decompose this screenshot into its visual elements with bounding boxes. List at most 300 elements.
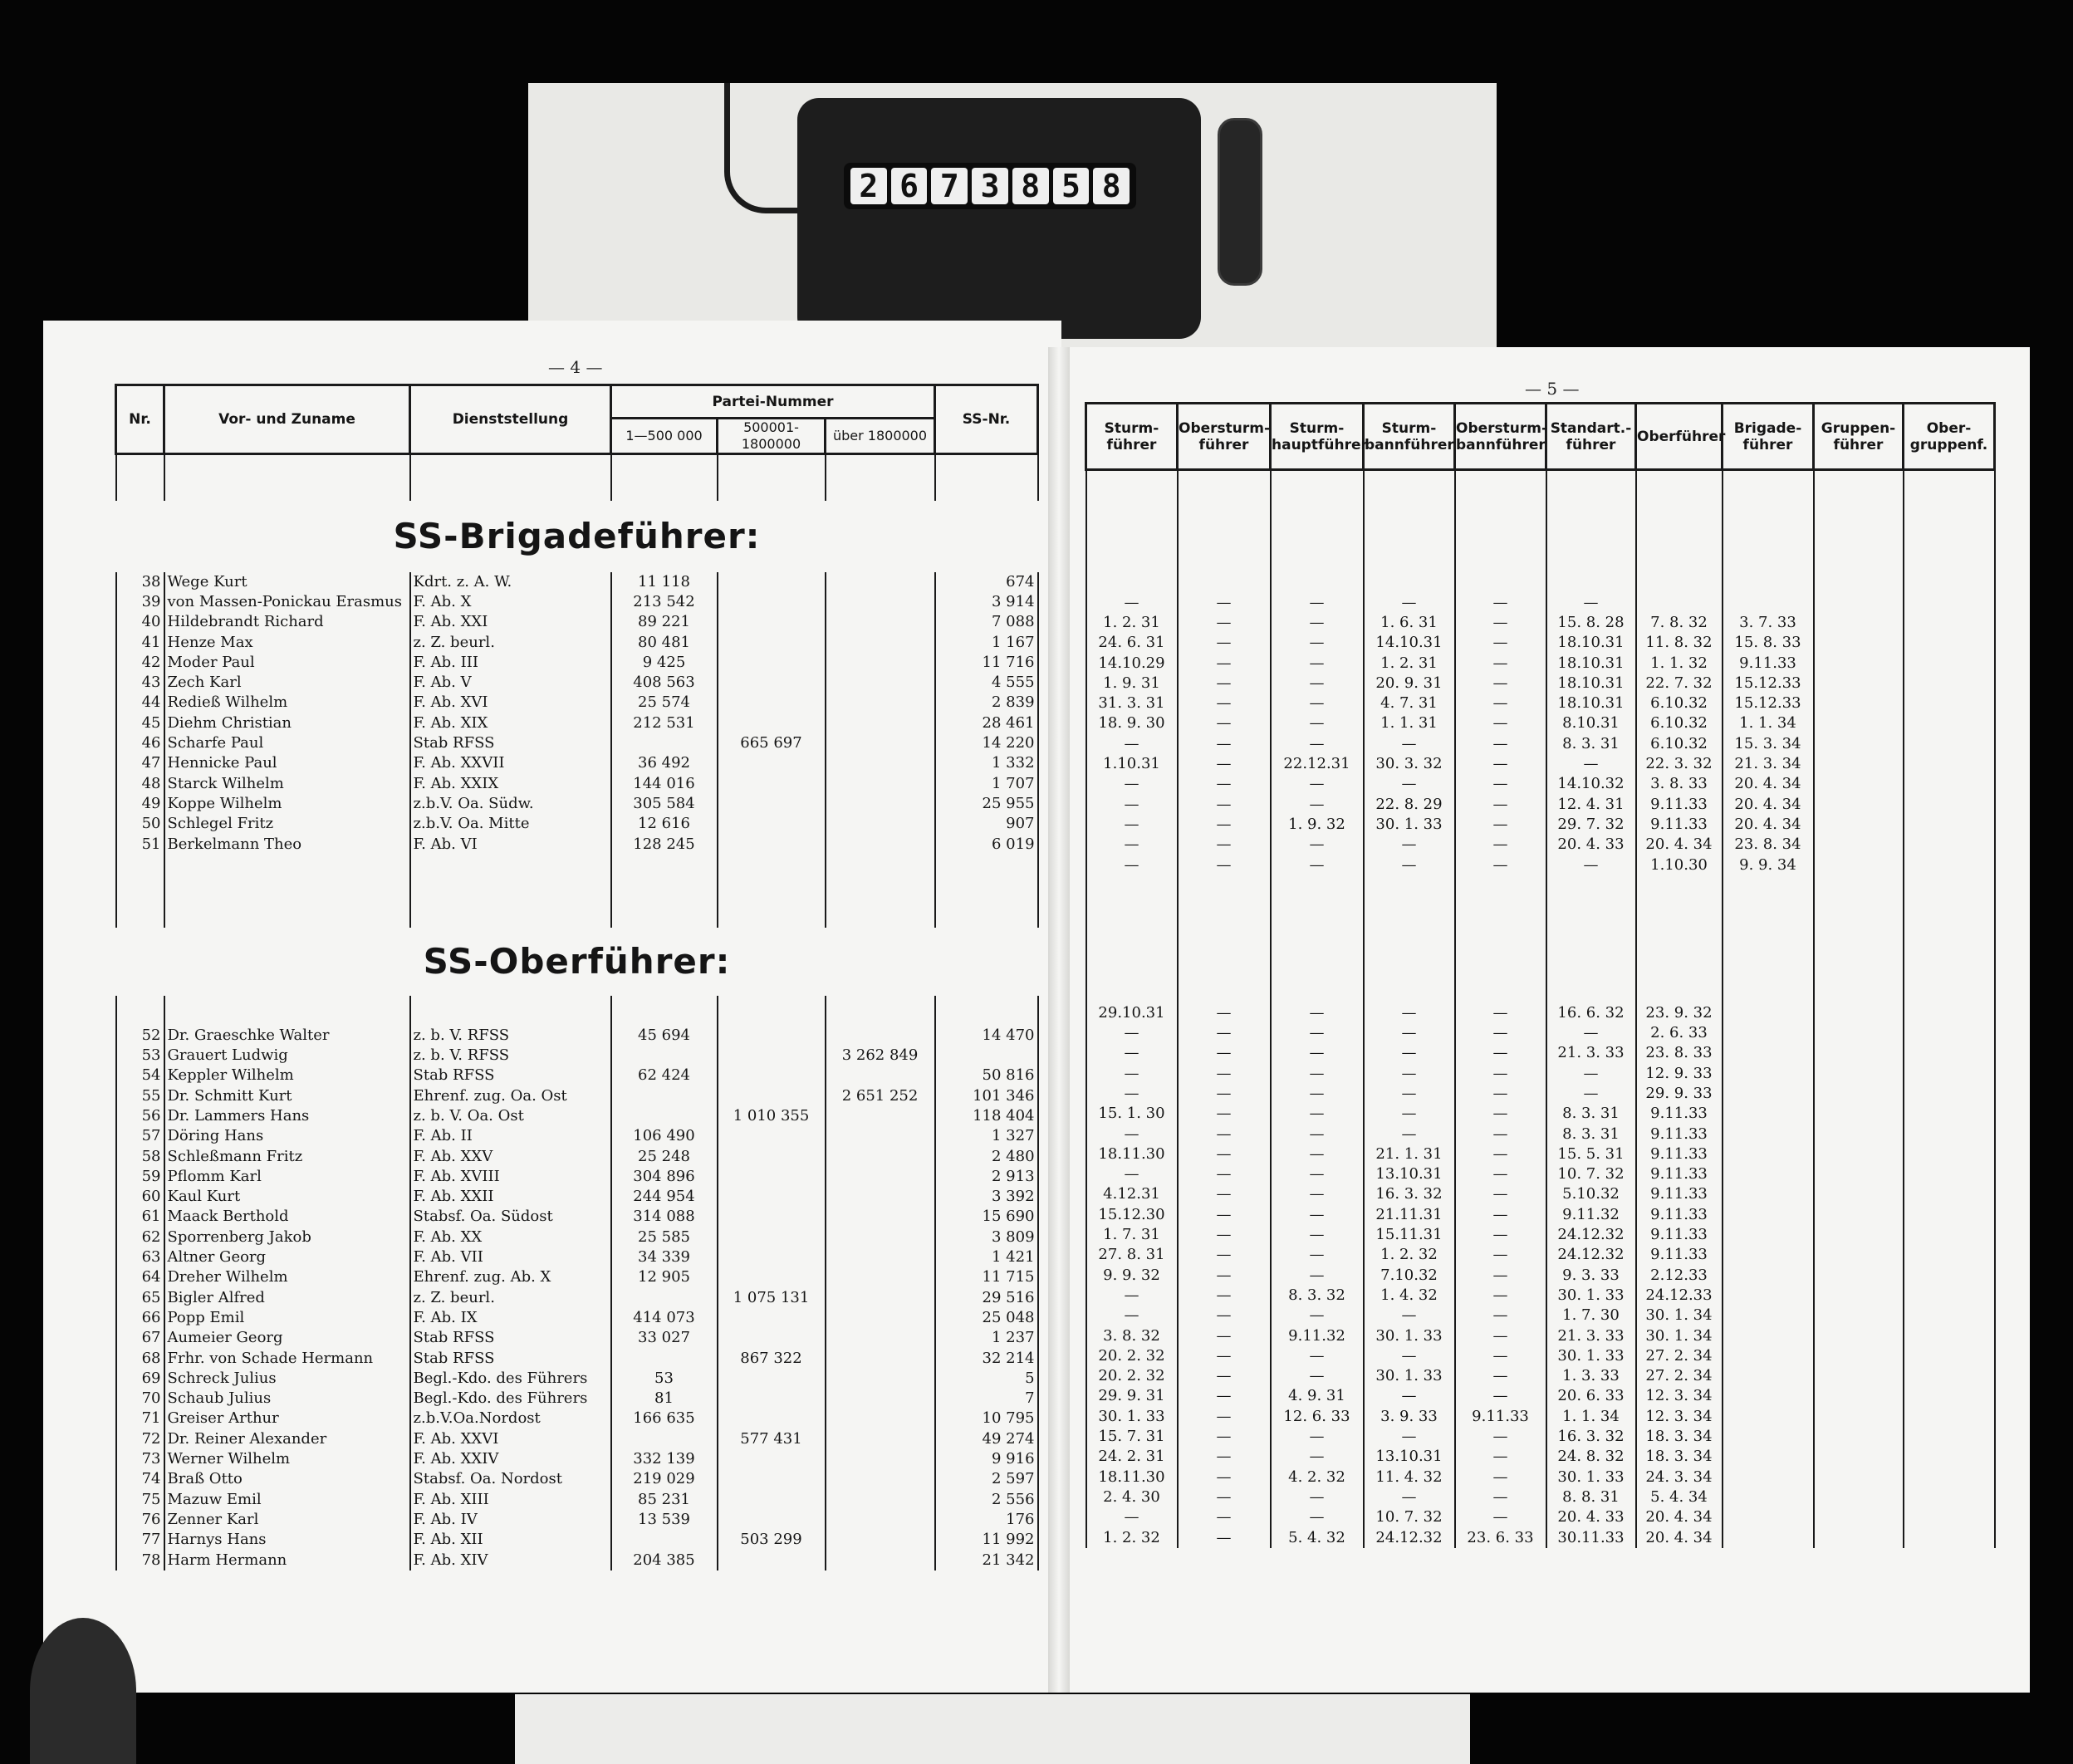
promotion-date: [1723, 1124, 1814, 1144]
promotion-date: [1814, 1266, 1904, 1286]
promotion-date: [1814, 774, 1904, 794]
promotion-date: [1814, 1043, 1904, 1063]
promotion-date: [1723, 1266, 1814, 1286]
person-name: Braß Otto: [164, 1469, 410, 1489]
promotion-date: —: [1546, 1023, 1636, 1043]
person-name: Hildebrandt Richard: [164, 612, 410, 632]
promotion-date: —: [1178, 1064, 1271, 1084]
person-name: Mazuw Emil: [164, 1489, 410, 1509]
duty-position: z. b. V. Oa. Ost: [410, 1106, 611, 1126]
register-row: [116, 1469, 1038, 1489]
party-number-3: [826, 1469, 935, 1489]
person-name: Moder Paul: [164, 653, 410, 673]
promotion-date: —: [1271, 1084, 1364, 1104]
register-row: [116, 1046, 1038, 1066]
promotion-date: [1723, 1306, 1814, 1325]
duty-position: F. Ab. XXVII: [410, 753, 611, 773]
party-number-1: 89 221: [611, 612, 718, 632]
promotion-date: 27. 8. 31: [1086, 1245, 1178, 1265]
promotion-date: —: [1455, 713, 1546, 733]
duty-position: F. Ab. VII: [410, 1247, 611, 1267]
promotion-row: [1086, 1023, 1995, 1043]
promotion-row: [1086, 794, 1995, 814]
promotion-row: [1086, 1286, 1995, 1306]
col-header-name: Vor- und Zuname: [164, 385, 410, 454]
promotion-date: [1904, 794, 1995, 814]
promotion-date: 30. 1. 33: [1364, 1325, 1455, 1345]
right-page-number: — 5 —: [1525, 379, 1580, 399]
row-number: 55: [116, 1086, 164, 1106]
ss-number: 25 955: [935, 794, 1038, 814]
party-number-2: [718, 673, 826, 693]
person-name: Greiser Arthur: [164, 1409, 410, 1428]
promotion-date: —: [1455, 1164, 1546, 1184]
promotion-date: 3. 7. 33: [1723, 613, 1814, 633]
register-row: [116, 1106, 1038, 1126]
party-number-2: 1 010 355: [718, 1106, 826, 1126]
promotion-date: [1904, 1164, 1995, 1184]
party-number-1: 128 245: [611, 834, 718, 854]
promotion-date: [1904, 1003, 1995, 1023]
register-row: [116, 1510, 1038, 1530]
promotion-date: 6.10.32: [1636, 713, 1723, 733]
promotion-date: —: [1086, 1084, 1178, 1104]
register-row: [116, 1207, 1038, 1227]
promotion-date: —: [1271, 835, 1364, 855]
promotion-date: [1723, 1447, 1814, 1467]
promotion-date: —: [1178, 774, 1271, 794]
promotion-date: —: [1086, 1043, 1178, 1063]
promotion-date: 30. 3. 32: [1364, 754, 1455, 774]
promotion-date: [1814, 1164, 1904, 1184]
promotion-row: [1086, 815, 1995, 835]
promotion-date: 1.10.30: [1636, 855, 1723, 875]
ss-number: 907: [935, 814, 1038, 834]
promotion-date: 20. 4. 34: [1723, 794, 1814, 814]
row-number: 41: [116, 632, 164, 652]
promotion-date: —: [1178, 1245, 1271, 1265]
promotion-date: 30.11.33: [1546, 1527, 1636, 1547]
register-row: [116, 1026, 1038, 1046]
duty-position: Begl.-Kdo. des Führers: [410, 1389, 611, 1409]
promotion-date: —: [1178, 815, 1271, 835]
person-name: Zech Karl: [164, 673, 410, 693]
promotion-row: [1086, 674, 1995, 693]
party-number-2: [718, 1510, 826, 1530]
promotion-date: —: [1086, 1064, 1178, 1084]
promotion-row: [1086, 693, 1995, 713]
promotion-date: [1814, 734, 1904, 754]
promotion-date: —: [1271, 674, 1364, 693]
ss-number: 4 555: [935, 673, 1038, 693]
promotion-row: [1086, 1487, 1995, 1507]
party-number-3: [826, 1026, 935, 1046]
promotion-date: —: [1086, 835, 1178, 855]
promotion-date: [1904, 674, 1995, 693]
promotion-date: 15.11.31: [1364, 1225, 1455, 1245]
promotion-date: 27. 2. 34: [1636, 1346, 1723, 1366]
promotion-date: —: [1455, 1104, 1546, 1124]
promotion-date: [1904, 1386, 1995, 1406]
promotion-date: 21. 3. 33: [1546, 1325, 1636, 1345]
party-number-2: [718, 1066, 826, 1085]
promotion-date: 9. 9. 32: [1086, 1266, 1178, 1286]
promotion-date: —: [1086, 1286, 1178, 1306]
promotion-row: [1086, 1306, 1995, 1325]
promotion-date: —: [1086, 794, 1178, 814]
promotion-date: 1. 4. 32: [1364, 1286, 1455, 1306]
party-number-1: 106 490: [611, 1126, 718, 1146]
row-number: 48: [116, 773, 164, 793]
promotion-date: [1723, 1003, 1814, 1023]
promotion-date: [1814, 1487, 1904, 1507]
ss-number: 1 237: [935, 1328, 1038, 1348]
promotion-date: —: [1455, 794, 1546, 814]
party-number-3: [826, 1146, 935, 1166]
left-page-number: — 4 —: [548, 357, 603, 377]
promotion-date: [1723, 1164, 1814, 1184]
row-number: 62: [116, 1227, 164, 1247]
promotion-date: [1904, 1366, 1995, 1386]
promotion-date: 18.11.30: [1086, 1467, 1178, 1487]
promotion-date: 23. 6. 33: [1455, 1527, 1546, 1547]
promotion-date: [1814, 815, 1904, 835]
promotion-date: 22. 8. 29: [1364, 794, 1455, 814]
ss-number: 2 913: [935, 1167, 1038, 1187]
promotion-date: —: [1455, 653, 1546, 673]
col-header-rank: Gruppen-führer: [1814, 404, 1904, 470]
promotion-date: [1723, 1407, 1814, 1427]
person-name: Maack Berthold: [164, 1207, 410, 1227]
promotion-date: —: [1364, 1124, 1455, 1144]
promotion-date: —: [1364, 593, 1455, 613]
promotion-date: 24.12.32: [1364, 1527, 1455, 1547]
promotion-date: —: [1086, 593, 1178, 613]
promotion-date: 15.12.30: [1086, 1205, 1178, 1225]
promotion-date: —: [1178, 1124, 1271, 1144]
promotion-date: —: [1178, 754, 1271, 774]
promotion-date: [1904, 633, 1995, 653]
promotion-date: [1814, 1467, 1904, 1487]
party-number-2: [718, 1308, 826, 1328]
promotion-date: 1. 9. 31: [1086, 674, 1178, 693]
col-header-rank: Sturm-führer: [1086, 404, 1178, 470]
promotion-date: —: [1086, 1306, 1178, 1325]
promotion-date: —: [1086, 734, 1178, 754]
promotion-date: —: [1178, 713, 1271, 733]
promotion-row: [1086, 835, 1995, 855]
register-row: [116, 713, 1038, 733]
row-number: 64: [116, 1267, 164, 1287]
register-row: [116, 632, 1038, 652]
party-number-3: [826, 653, 935, 673]
duty-position: F. Ab. XIII: [410, 1489, 611, 1509]
promotion-date: 30. 1. 34: [1636, 1325, 1723, 1345]
party-number-1: 408 563: [611, 673, 718, 693]
row-number: 70: [116, 1389, 164, 1409]
promotion-row: [1086, 1064, 1995, 1084]
promotion-date: 9.11.33: [1636, 794, 1723, 814]
person-name: Pflomm Karl: [164, 1167, 410, 1187]
promotion-date: —: [1271, 734, 1364, 754]
promotion-date: [1814, 1225, 1904, 1245]
promotion-date: —: [1364, 1427, 1455, 1447]
person-name: Schreck Julius: [164, 1369, 410, 1389]
ss-number: 14 220: [935, 733, 1038, 753]
promotion-date: —: [1271, 1447, 1364, 1467]
row-number: 76: [116, 1510, 164, 1530]
promotion-date: [1814, 1245, 1904, 1265]
row-number: 74: [116, 1469, 164, 1489]
promotion-date: —: [1271, 1507, 1364, 1527]
promotion-date: 29. 9. 31: [1086, 1386, 1178, 1406]
ss-number: 11 715: [935, 1267, 1038, 1287]
person-name: Dr. Lammers Hans: [164, 1106, 410, 1126]
promotion-date: [1904, 1124, 1995, 1144]
party-number-3: [826, 1328, 935, 1348]
promotion-date: —: [1178, 693, 1271, 713]
promotion-date: [1814, 1507, 1904, 1527]
promotion-date: [1723, 1245, 1814, 1265]
party-number-3: [826, 1167, 935, 1187]
promotion-date: 1. 2. 31: [1364, 653, 1455, 673]
promotion-date: —: [1455, 1124, 1546, 1144]
promotion-date: —: [1455, 1507, 1546, 1527]
promotion-date: —: [1546, 754, 1636, 774]
promotion-date: —: [1178, 734, 1271, 754]
counter-digit: 8: [1012, 168, 1049, 204]
counter-digit: 2: [850, 168, 887, 204]
promotion-row: [1086, 1407, 1995, 1427]
promotion-date: —: [1271, 794, 1364, 814]
promotion-date: 20. 4. 33: [1546, 1507, 1636, 1527]
register-row: [116, 1227, 1038, 1247]
promotion-date: 9.11.33: [1636, 815, 1723, 835]
col-header-nr: Nr.: [116, 385, 164, 454]
party-number-1: 12 616: [611, 814, 718, 834]
row-number: 46: [116, 733, 164, 753]
ss-number: 7 088: [935, 612, 1038, 632]
row-number: 44: [116, 693, 164, 713]
ss-number: 6 019: [935, 834, 1038, 854]
person-name: Schleßmann Fritz: [164, 1146, 410, 1166]
promotion-date: [1904, 1447, 1995, 1467]
row-number: 75: [116, 1489, 164, 1509]
promotion-date: —: [1455, 1043, 1546, 1063]
promotion-date: 30. 1. 33: [1546, 1346, 1636, 1366]
party-number-3: [826, 1247, 935, 1267]
promotion-date: [1904, 1144, 1995, 1164]
promotion-date: —: [1178, 1507, 1271, 1527]
promotion-row: [1086, 855, 1995, 875]
col-header-rank: Oberführer: [1636, 404, 1723, 470]
duty-position: F. Ab. XXIV: [410, 1449, 611, 1469]
promotion-date: —: [1086, 1124, 1178, 1144]
promotion-date: 9.11.33: [1636, 1124, 1723, 1144]
promotion-date: [1904, 1205, 1995, 1225]
promotion-date: —: [1455, 1225, 1546, 1245]
promotion-date: 12. 6. 33: [1271, 1407, 1364, 1427]
duty-position: Ehrenf. zug. Oa. Ost: [410, 1086, 611, 1106]
col-header-ss-nr: SS-Nr.: [935, 385, 1038, 454]
promotion-date: —: [1271, 855, 1364, 875]
ss-number: 49 274: [935, 1429, 1038, 1449]
party-number-3: 2 651 252: [826, 1086, 935, 1106]
party-number-1: 204 385: [611, 1550, 718, 1570]
promotion-date: —: [1271, 1346, 1364, 1366]
party-number-2: [718, 713, 826, 733]
party-number-1: 25 248: [611, 1146, 718, 1166]
promotion-date: —: [1178, 1144, 1271, 1164]
duty-position: F. Ab. XII: [410, 1530, 611, 1550]
promotion-date: —: [1455, 1306, 1546, 1325]
person-name: Scharfe Paul: [164, 733, 410, 753]
party-number-3: [826, 1227, 935, 1247]
party-number-3: [826, 1550, 935, 1570]
promotion-date: 23. 9. 32: [1636, 1003, 1723, 1023]
register-row: [116, 773, 1038, 793]
party-number-3: [826, 1449, 935, 1469]
holding-thumb: [30, 1618, 136, 1764]
promotion-date: 9. 9. 34: [1723, 855, 1814, 875]
promotion-date: 21.11.31: [1364, 1205, 1455, 1225]
promotion-date: [1723, 1386, 1814, 1406]
register-row: [116, 1288, 1038, 1308]
promotion-date: [1814, 1527, 1904, 1547]
frame-counter-display: [844, 163, 1136, 209]
duty-position: Stab RFSS: [410, 1328, 611, 1348]
party-number-3: [826, 1267, 935, 1287]
promotion-date: —: [1271, 633, 1364, 653]
right-register-table: [1085, 402, 1996, 1548]
duty-position: F. Ab. VI: [410, 834, 611, 854]
promotion-date: —: [1271, 1164, 1364, 1184]
promotion-date: [1814, 1104, 1904, 1124]
ss-number: 15 690: [935, 1207, 1038, 1227]
promotion-date: 15. 8. 33: [1723, 633, 1814, 653]
promotion-date: 9.11.33: [1636, 1104, 1723, 1124]
promotion-date: 12. 4. 31: [1546, 794, 1636, 814]
ss-number: 7: [935, 1389, 1038, 1409]
register-row: [116, 1389, 1038, 1409]
party-number-2: [718, 1469, 826, 1489]
promotion-date: [1904, 1023, 1995, 1043]
promotion-date: [1904, 593, 1995, 613]
duty-position: F. Ab. X: [410, 592, 611, 612]
duty-position: z. b. V. RFSS: [410, 1046, 611, 1066]
row-number: 40: [116, 612, 164, 632]
promotion-date: [1814, 835, 1904, 855]
promotion-row: [1086, 1467, 1995, 1487]
duty-position: F. Ab. II: [410, 1126, 611, 1146]
section-heading-oberfuehrer: SS-Oberführer:: [423, 941, 731, 982]
promotion-date: 11. 4. 32: [1364, 1467, 1455, 1487]
row-number: 61: [116, 1207, 164, 1227]
promotion-date: 14.10.31: [1364, 633, 1455, 653]
party-number-3: [826, 673, 935, 693]
counter-digit: 7: [931, 168, 968, 204]
promotion-date: [1904, 1245, 1995, 1265]
person-name: Berkelmann Theo: [164, 834, 410, 854]
promotion-date: 1.10.31: [1086, 754, 1178, 774]
promotion-date: 18.10.31: [1546, 693, 1636, 713]
party-number-3: [826, 1389, 935, 1409]
counter-digit: 8: [1093, 168, 1130, 204]
person-name: Diehm Christian: [164, 713, 410, 733]
ss-number: 118 404: [935, 1106, 1038, 1126]
promotion-date: 24. 2. 31: [1086, 1447, 1178, 1467]
promotion-date: —: [1178, 1184, 1271, 1204]
party-number-1: 13 539: [611, 1510, 718, 1530]
promotion-date: —: [1455, 1245, 1546, 1265]
promotion-date: 1. 1. 34: [1546, 1407, 1636, 1427]
promotion-date: 9.11.33: [1636, 1225, 1723, 1245]
promotion-date: 1. 7. 31: [1086, 1225, 1178, 1245]
promotion-date: —: [1364, 734, 1455, 754]
register-row: [116, 1247, 1038, 1267]
promotion-row: [1086, 1124, 1995, 1144]
promotion-date: —: [1455, 1366, 1546, 1386]
promotion-row: [1086, 1245, 1995, 1265]
person-name: Sporrenberg Jakob: [164, 1227, 410, 1247]
row-number: 42: [116, 653, 164, 673]
promotion-date: [1814, 1306, 1904, 1325]
ss-number: 21 342: [935, 1550, 1038, 1570]
party-number-1: [611, 1288, 718, 1308]
ss-number: 1 421: [935, 1247, 1038, 1267]
row-number: 69: [116, 1369, 164, 1389]
promotion-date: [1904, 1507, 1995, 1527]
promotion-date: —: [1364, 1346, 1455, 1366]
party-number-2: [718, 1550, 826, 1570]
promotion-row: [1086, 734, 1995, 754]
person-name: Hennicke Paul: [164, 753, 410, 773]
promotion-date: 24. 6. 31: [1086, 633, 1178, 653]
register-row: [116, 1449, 1038, 1469]
promotion-date: 4. 7. 31: [1364, 693, 1455, 713]
party-number-1: 144 016: [611, 773, 718, 793]
promotion-date: 9.11.33: [1636, 1144, 1723, 1164]
register-row: [116, 1187, 1038, 1207]
party-number-1: 62 424: [611, 1066, 718, 1085]
ss-number: [935, 1046, 1038, 1066]
promotion-row: [1086, 1527, 1995, 1547]
promotion-date: —: [1271, 1487, 1364, 1507]
promotion-date: 31. 3. 31: [1086, 693, 1178, 713]
promotion-date: —: [1455, 674, 1546, 693]
ss-number: 32 214: [935, 1348, 1038, 1368]
promotion-date: —: [1178, 1487, 1271, 1507]
promotion-date: [1814, 593, 1904, 613]
register-row: [116, 1267, 1038, 1287]
register-row: [116, 1086, 1038, 1106]
promotion-date: [1904, 835, 1995, 855]
promotion-date: 15.12.33: [1723, 674, 1814, 693]
promotion-date: [1814, 1144, 1904, 1164]
promotion-date: —: [1178, 1447, 1271, 1467]
promotion-date: 29. 9. 33: [1636, 1084, 1723, 1104]
party-number-2: [718, 632, 826, 652]
party-number-2: [718, 1146, 826, 1166]
promotion-date: —: [1455, 593, 1546, 613]
promotion-date: [1904, 653, 1995, 673]
promotion-row: [1086, 1043, 1995, 1063]
person-name: Frhr. von Schade Hermann: [164, 1348, 410, 1368]
promotion-date: —: [1455, 754, 1546, 774]
ss-number: 1 332: [935, 753, 1038, 773]
promotion-date: 8. 3. 31: [1546, 734, 1636, 754]
promotion-date: 29.10.31: [1086, 1003, 1178, 1023]
